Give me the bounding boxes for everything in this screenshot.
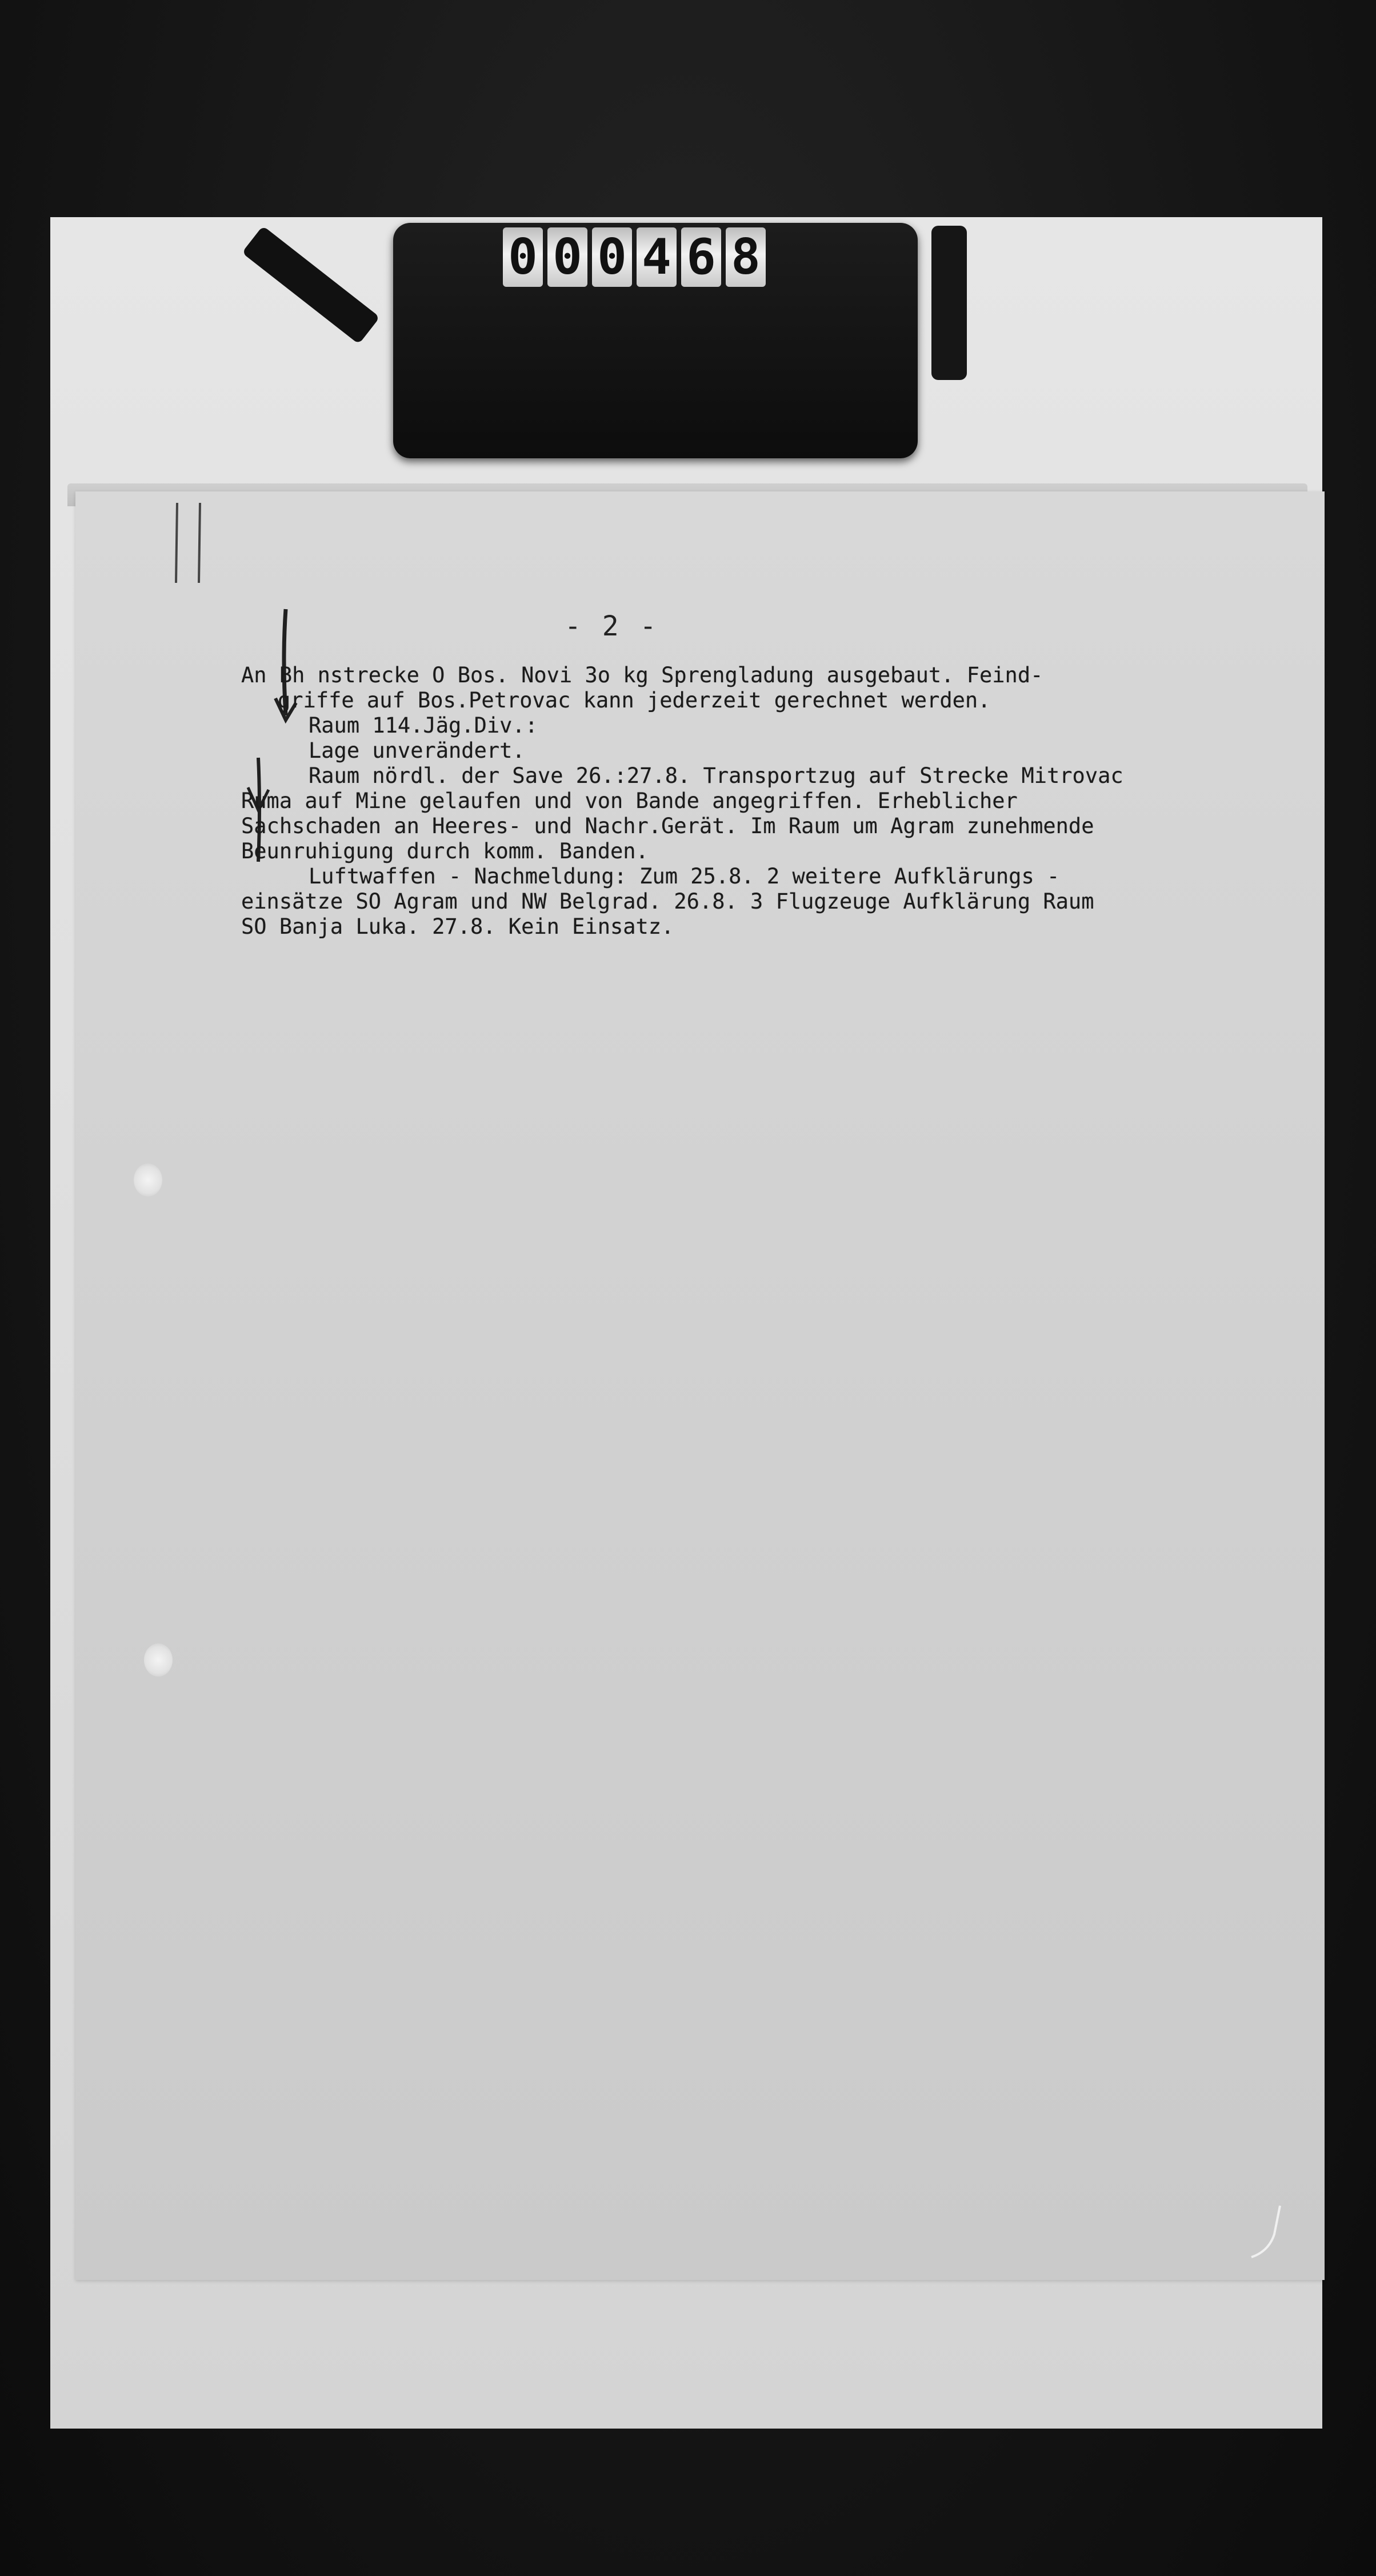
counter-digit: 6 bbox=[681, 227, 721, 287]
typed-line: griffe auf Bos.Petrovac kann jederzeit gerechnet werden. bbox=[278, 688, 991, 713]
typed-line: An Bh nstrecke O Bos. Novi 3o kg Sprengladung ausgebaut. Feind- bbox=[241, 663, 1043, 687]
counter-digit: 8 bbox=[726, 227, 766, 287]
typed-line: Lage unverändert. bbox=[309, 738, 525, 763]
punch-hole bbox=[144, 1643, 173, 1677]
typed-line: SO Banja Luka. 27.8. Kein Einsatz. bbox=[241, 914, 674, 939]
punch-hole bbox=[134, 1163, 162, 1197]
typed-line: Beunruhigung durch komm. Banden. bbox=[241, 839, 649, 863]
page-number: - 2 - bbox=[565, 610, 659, 642]
typed-line: Raum 114.Jäg.Div.: bbox=[309, 713, 538, 738]
typed-line: Sachschaden an Heeres- und Nachr.Gerät. Im Raum um Agram zunehmende bbox=[241, 814, 1094, 838]
typed-line: Luftwaffen - Nachmeldung: Zum 25.8. 2 weitere Aufklärungs - bbox=[309, 864, 1060, 889]
typed-report-body bbox=[241, 663, 1309, 939]
typed-line: Ruma auf Mine gelaufen und von Bande angegriffen. Erheblicher bbox=[241, 789, 1018, 813]
counter-digit: 0 bbox=[547, 227, 587, 287]
pencil-tick-marks bbox=[166, 497, 234, 589]
typed-line: einsätze SO Agram und NW Belgrad. 26.8. 3 Flugzeuge Aufklärung Raum bbox=[241, 889, 1094, 914]
counter-knob bbox=[931, 226, 967, 380]
typed-line: Raum nördl. der Save 26.:27.8. Transportzug auf Strecke Mitrovac bbox=[309, 763, 1123, 788]
frame-counter bbox=[503, 227, 766, 289]
pencil-check-mark bbox=[1246, 2200, 1297, 2269]
counter-digit: 4 bbox=[637, 227, 677, 287]
counter-digit: 0 bbox=[503, 227, 543, 287]
counter-digit: 0 bbox=[592, 227, 632, 287]
